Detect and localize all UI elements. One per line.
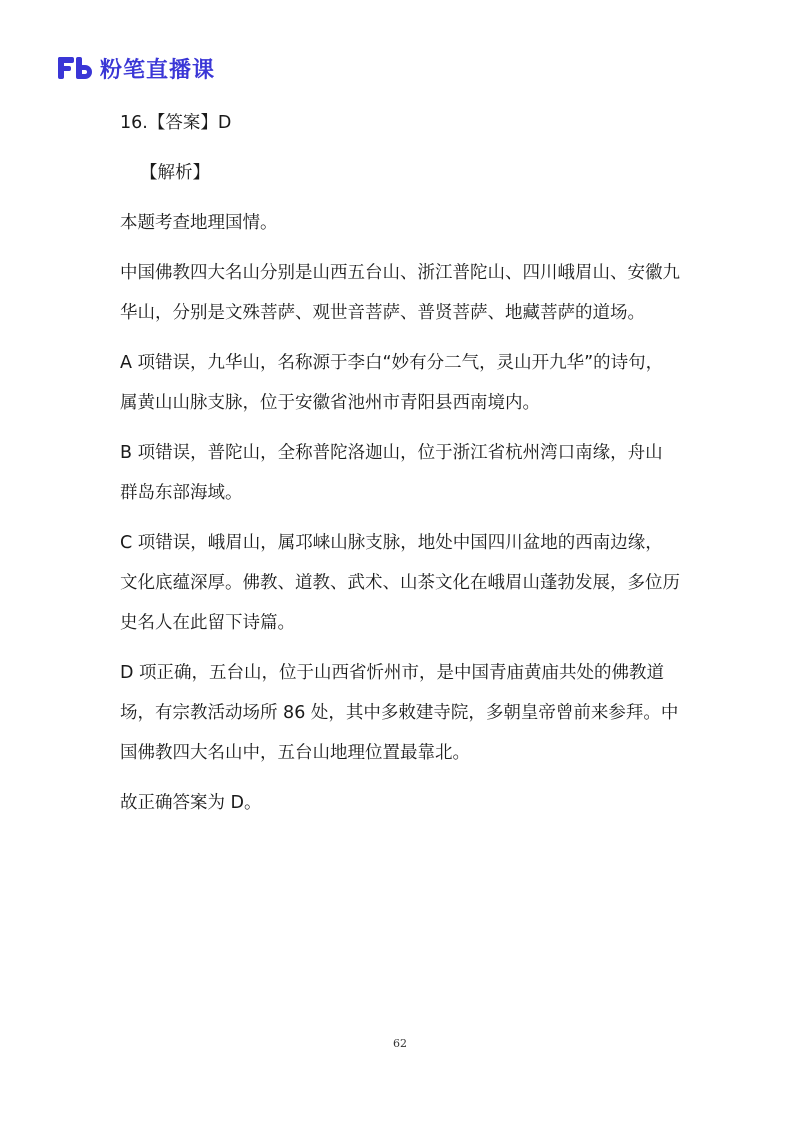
paragraph-overview: 中国佛教四大名山分别是山西五台山、浙江普陀山、四川峨眉山、安徽九华山，分别是文殊菩萨、观世音菩萨、普贤菩萨、地藏菩萨的道场。 [120, 263, 680, 323]
analysis-label: 【解析】 [140, 163, 210, 183]
paragraph-option-a: A 项错误，九华山，名称源于李白“妙有分二气，灵山开九华”的诗句，属黄山山脉支脉，位于安徽省池州市青阳县西南境内。 [120, 353, 664, 413]
paragraph-option-c: C 项错误，峨眉山，属邛崃山脉支脉，地处中国四川盆地的西南边缘，文化底蕴深厚。佛教、道教、武术、山茶文化在峨眉山蓬勃发展，多位历史名人在此留下诗篇。 [120, 533, 680, 633]
header [56, 52, 215, 84]
answer-line: 16.【答案】D [120, 113, 232, 133]
paragraph-intro: 本题考查地理国情。 [120, 213, 278, 233]
brand-name: 粉笔直播课 [100, 57, 216, 83]
paragraph-option-d: D 项正确，五台山，位于山西省忻州市，是中国青庙黄庙共处的佛教道场，有宗教活动场所 86 处，其中多敕建寺院，多朝皇帝曾前来参拜。中国佛教四大名山中，五台山地理位置最靠北。 [120, 663, 679, 763]
paragraph-option-b: B 项错误，普陀山，全称普陀洛迦山，位于浙江省杭州湾口南缘，舟山群岛东部海域。 [120, 443, 663, 503]
fb-logo-icon [56, 54, 94, 82]
paragraph-conclusion: 故正确答案为 D。 [120, 793, 262, 813]
answer-content [120, 103, 680, 833]
page-number: 62 [393, 1037, 407, 1050]
